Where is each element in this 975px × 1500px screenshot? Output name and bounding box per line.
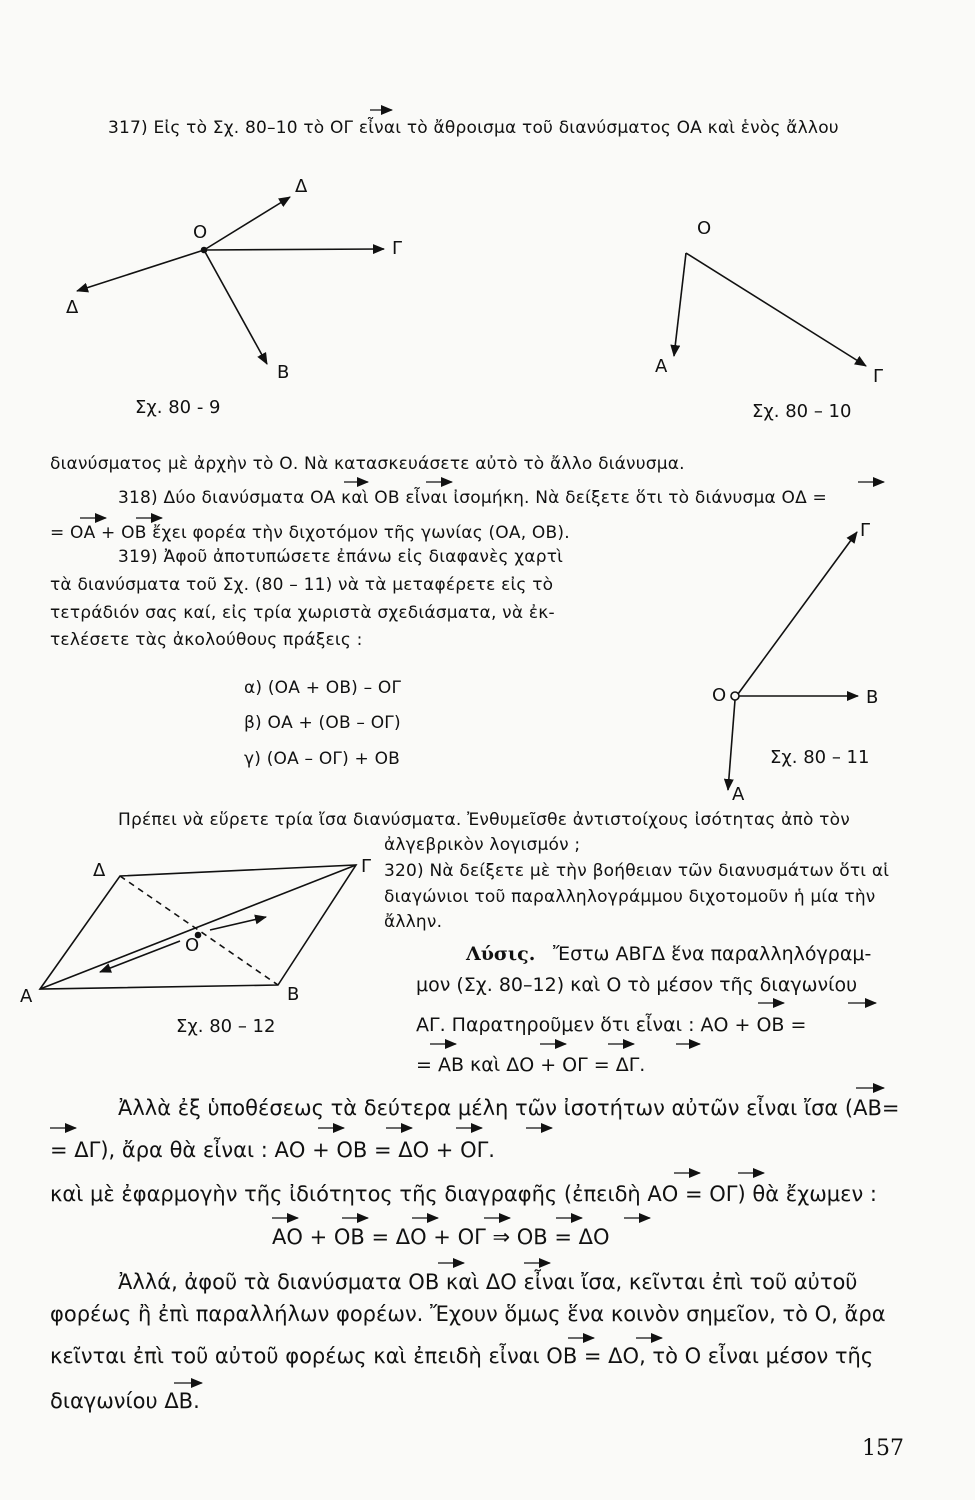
body-line-5: Ἀλλά, ἀφοῦ τὰ διανύσματα ΟΒ καὶ ΔΟ εἶναι ἴσα, κεῖνται ἐπὶ τοῦ αὐτοῦ xyxy=(118,1270,858,1294)
problem-319-line-5: Πρέπει νὰ εὕρετε τρία ἴσα διανύσματα. Ἐνθυμεῖσθε ἀντιστοίχους ἰσότητας ἀπὸ τὸν xyxy=(118,810,850,830)
problem-317-line-2: διανύσματος μὲ ἀρχὴν τὸ Ο. Νὰ κατασκευάσετε αὐτὸ τὸ ἄλλο διάνυσμα. xyxy=(50,454,685,474)
fig9-label-o: Ο xyxy=(193,222,208,243)
solution-label: Λύσις. xyxy=(466,943,536,965)
figure-80-9 xyxy=(77,197,384,364)
vector-og xyxy=(738,532,857,694)
solution-line-1: Ἔστω ΑΒΓΔ ἕνα παραλληλόγραμ- xyxy=(553,943,872,965)
vector-og xyxy=(686,253,866,366)
body-line-4: ΑΟ + ΟΒ = ΔΟ + ΟΓ ⇒ ΟΒ = ΔΟ xyxy=(272,1225,610,1249)
figure-80-10 xyxy=(674,253,866,366)
problem-320-line-1: 320) Νὰ δείξετε μὲ τὴν βοήθειαν τῶν διανυσμάτων ὅτι αἱ xyxy=(384,861,890,881)
fig11-label-o: Ο xyxy=(712,685,727,706)
fig11-caption: Σχ. 80 – 11 xyxy=(770,747,870,768)
vector-oa xyxy=(728,700,735,790)
body-line-7: κεῖνται ἐπὶ τοῦ αὐτοῦ φορέως καὶ ἐπειδὴ εἶναι ΟΒ = ΔΟ, τὸ Ο εἶναι μέσον τῆς xyxy=(50,1344,874,1368)
figure-80-12 xyxy=(40,865,356,989)
fig11-label-g: Γ xyxy=(860,520,871,541)
body-line-2: = ΔΓ), ἄρα θὰ εἶναι : ΑΟ + ΟΒ = ΔΟ + ΟΓ. xyxy=(50,1138,495,1162)
solution-line-4: = ΑΒ καὶ ΔΟ + ΟΓ = ΔΓ. xyxy=(416,1054,646,1076)
vector-ob xyxy=(204,250,267,364)
operation-a: α) (ΟΑ + ΟΒ) – ΟΓ xyxy=(244,678,402,698)
fig12-caption: Σχ. 80 – 12 xyxy=(176,1016,276,1037)
body-line-8: διαγωνίου ΔΒ. xyxy=(50,1389,200,1413)
fig10-label-o: Ο xyxy=(697,218,712,239)
vector-od-left xyxy=(77,250,204,291)
page-number: 157 xyxy=(862,1436,904,1461)
problem-318-line-1: 318) Δύο διανύσματα ΟΑ καὶ ΟΒ εἶναι ἰσομήκη. Νὰ δείξετε ὅτι τὸ διάνυσμα ΟΔ = xyxy=(118,488,827,508)
problem-317-line-1: 317) Εἰς τὸ Σχ. 80–10 τὸ ΟΓ εἶναι τὸ ἄθροισμα τοῦ διανύσματος ΟΑ καὶ ἑνὸς ἄλλου xyxy=(108,118,839,138)
solution-line-2: μον (Σχ. 80–12) καὶ Ο τὸ μέσον τῆς διαγωνίου xyxy=(416,974,858,996)
diagonal-ag xyxy=(40,865,356,989)
point-o xyxy=(202,248,207,253)
problem-318-line-2: = ΟΑ + ΟΒ ἔχει φορέα τὴν διχοτόμον τῆς γωνίας (ΟΑ, ΟΒ). xyxy=(50,523,570,543)
problem-319-line-6: ἀλγεβρικὸν λογισμόν ; xyxy=(384,835,581,855)
fig12-label-d: Δ xyxy=(93,860,106,881)
vector-od xyxy=(204,197,290,250)
problem-319-line-4: τελέσετε τὰς ἀκολούθους πράξεις : xyxy=(50,630,363,650)
problem-320-line-2: διαγώνιοι τοῦ παραλληλογράμμου διχοτομοῦν ἡ μία τὴν xyxy=(384,887,876,907)
fig9-label-g: Γ xyxy=(392,238,403,259)
fig12-label-g: Γ xyxy=(361,856,372,877)
fig9-caption: Σχ. 80 - 9 xyxy=(135,397,221,418)
problem-319-line-1: 319) Ἀφοῦ ἀποτυπώσετε ἐπάνω εἰς διαφανὲς χαρτὶ xyxy=(118,547,564,567)
problem-319-line-3: τετράδιόν σας καί, εἰς τρία χωριστὰ σχεδιάσματα, νὰ ἐκ- xyxy=(50,603,555,623)
fig12-label-b: Β xyxy=(287,984,300,1005)
fig9-label-d-left: Δ xyxy=(66,297,79,318)
operation-b: β) ΟΑ + (ΟΒ – ΟΓ) xyxy=(244,713,401,733)
solution-line-3: ΑΓ. Παρατηροῦμεν ὅτι εἶναι : ΑΟ + ΟΒ = xyxy=(416,1014,807,1036)
body-line-6: φορέως ἢ ἐπὶ παραλλήλων φορέων. Ἔχουν ὅμως ἕνα κοινὸν σημεῖον, τὸ Ο, ἄρα xyxy=(50,1302,886,1326)
fig10-label-a: Α xyxy=(655,356,668,377)
fig9-label-b: Β xyxy=(277,362,290,383)
body-line-3: καὶ μὲ ἐφαρμογὴν τῆς ἰδιότητος τῆς διαγραφῆς (ἐπειδὴ ΑΟ = ΟΓ) θὰ ἔχωμεν : xyxy=(50,1182,877,1206)
body-line-1: Ἀλλὰ ἐξ ὑποθέσεως τὰ δεύτερα μέλη τῶν ἰσοτήτων αὐτῶν εἶναι ἴσα (ΑΒ= xyxy=(118,1096,900,1120)
vector-og xyxy=(204,249,384,250)
fig12-label-a: Α xyxy=(20,986,33,1007)
problem-319-line-2: τὰ διανύσματα τοῦ Σχ. (80 – 11) νὰ τὰ μεταφέρετε εἰς τὸ xyxy=(50,575,554,595)
diagonal-db xyxy=(120,876,278,985)
fig11-label-b: Β xyxy=(866,687,879,708)
operation-c: γ) (ΟΑ – ΟΓ) + ΟΒ xyxy=(244,749,401,769)
fig10-label-g: Γ xyxy=(873,366,884,387)
fig9-label-d-top: Δ xyxy=(295,176,308,197)
fig11-label-a: Α xyxy=(732,784,745,805)
problem-320-line-3: ἄλλην. xyxy=(384,912,443,932)
vector-ax xyxy=(100,941,180,972)
fig12-label-o: Ο xyxy=(185,935,200,956)
vector-oa xyxy=(674,253,686,356)
fig10-caption: Σχ. 80 – 10 xyxy=(752,401,852,422)
